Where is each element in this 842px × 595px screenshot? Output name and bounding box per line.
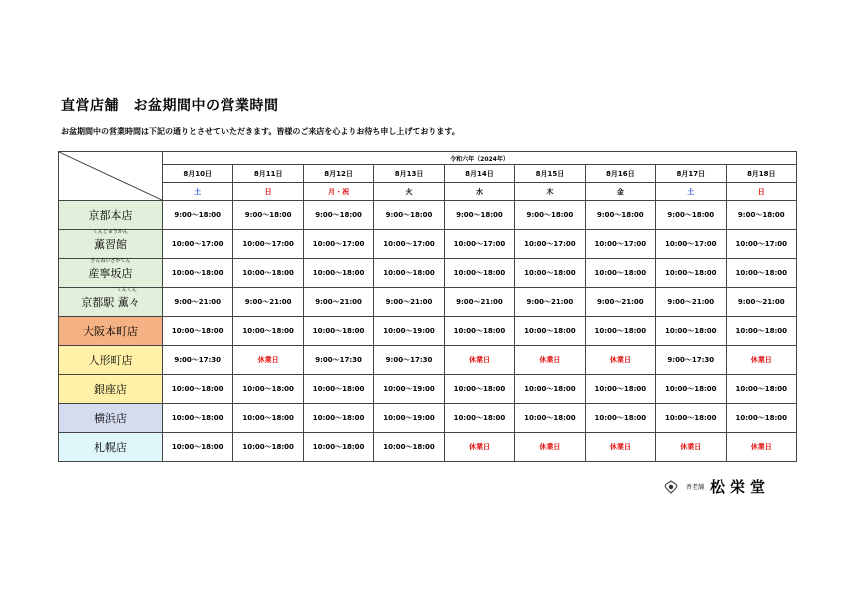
store-name-ruby: くんくん xyxy=(116,287,137,293)
closed-cell: 休業日 xyxy=(726,433,797,462)
hours-cell: 9:00～18:00 xyxy=(585,201,655,230)
crest-icon xyxy=(664,479,678,493)
hours-cell: 10:00～18:00 xyxy=(656,259,726,288)
page-title: 直営店舗 お盆期間中の営業時間 xyxy=(61,98,279,114)
hours-cell: 10:00～18:00 xyxy=(585,259,655,288)
hours-cell: 10:00～18:00 xyxy=(726,317,797,346)
store-name-cell xyxy=(59,346,163,375)
weekday-header: 土 xyxy=(163,183,233,201)
store-name-cell xyxy=(59,317,163,346)
hours-cell: 9:00～17:30 xyxy=(656,346,726,375)
date-header: 8月12日 xyxy=(303,165,373,183)
hours-cell: 10:00～18:00 xyxy=(656,404,726,433)
store-name-cell xyxy=(59,288,163,317)
hours-cell: 10:00～18:00 xyxy=(233,317,303,346)
hours-cell: 9:00～21:00 xyxy=(656,288,726,317)
closed-cell: 休業日 xyxy=(515,346,585,375)
weekday-header: 水 xyxy=(444,183,514,201)
store-name-cell xyxy=(59,433,163,462)
date-header: 8月16日 xyxy=(585,165,655,183)
business-hours-table xyxy=(58,151,797,462)
hours-cell: 9:00～21:00 xyxy=(374,288,444,317)
hours-cell: 10:00～18:00 xyxy=(444,375,514,404)
store-row xyxy=(59,433,797,462)
hours-cell: 10:00～19:00 xyxy=(374,404,444,433)
store-name: 京都本店 xyxy=(88,209,133,222)
closed-cell: 休業日 xyxy=(656,433,726,462)
date-header: 8月17日 xyxy=(656,165,726,183)
hours-cell: 9:00～21:00 xyxy=(726,288,797,317)
weekday-header: 金 xyxy=(585,183,655,201)
hours-cell: 10:00～18:00 xyxy=(163,375,233,404)
store-name-cell xyxy=(59,259,163,288)
hours-cell: 10:00～18:00 xyxy=(515,375,585,404)
hours-cell: 10:00～18:00 xyxy=(303,375,373,404)
date-header: 8月10日 xyxy=(163,165,233,183)
closed-cell: 休業日 xyxy=(444,433,514,462)
hours-cell: 9:00～18:00 xyxy=(233,201,303,230)
hours-cell: 10:00～18:00 xyxy=(303,259,373,288)
hours-cell: 10:00～18:00 xyxy=(515,317,585,346)
logo-subtitle: 香老舗 xyxy=(686,483,705,491)
hours-cell: 10:00～18:00 xyxy=(163,404,233,433)
hours-cell: 10:00～18:00 xyxy=(303,433,373,462)
store-name: 産寧坂店 xyxy=(88,267,133,280)
hours-cell: 10:00～18:00 xyxy=(374,433,444,462)
hours-cell: 9:00～18:00 xyxy=(726,201,797,230)
hours-cell: 10:00～17:00 xyxy=(726,230,797,259)
closed-cell: 休業日 xyxy=(233,346,303,375)
hours-cell: 10:00～18:00 xyxy=(585,404,655,433)
store-row xyxy=(59,288,797,317)
closed-cell: 休業日 xyxy=(585,346,655,375)
hours-cell: 10:00～17:00 xyxy=(585,230,655,259)
hours-cell: 10:00～18:00 xyxy=(656,317,726,346)
date-header: 8月11日 xyxy=(233,165,303,183)
corner-cell xyxy=(59,152,163,201)
store-row xyxy=(59,201,797,230)
hours-cell: 9:00～21:00 xyxy=(163,288,233,317)
store-name: 京都駅 薫々 xyxy=(81,296,140,309)
weekday-header: 日 xyxy=(726,183,797,201)
date-header: 8月13日 xyxy=(374,165,444,183)
hours-cell: 10:00～18:00 xyxy=(444,259,514,288)
hours-cell: 10:00～18:00 xyxy=(515,404,585,433)
hours-cell: 10:00～18:00 xyxy=(163,317,233,346)
hours-cell: 10:00～18:00 xyxy=(303,317,373,346)
hours-cell: 10:00～17:00 xyxy=(444,230,514,259)
hours-cell: 10:00～19:00 xyxy=(374,317,444,346)
weekday-header: 日 xyxy=(233,183,303,201)
hours-cell: 10:00～18:00 xyxy=(585,375,655,404)
hours-cell: 10:00～17:00 xyxy=(163,230,233,259)
weekday-header: 木 xyxy=(515,183,585,201)
store-row xyxy=(59,346,797,375)
hours-cell: 10:00～18:00 xyxy=(515,259,585,288)
weekday-header: 土 xyxy=(656,183,726,201)
store-row xyxy=(59,259,797,288)
hours-cell: 9:00～17:30 xyxy=(303,346,373,375)
hours-cell: 9:00～18:00 xyxy=(374,201,444,230)
hours-cell: 9:00～17:30 xyxy=(163,346,233,375)
date-header: 8月14日 xyxy=(444,165,514,183)
store-name-ruby: くんじゅうかん xyxy=(92,229,129,235)
hours-cell: 10:00～19:00 xyxy=(374,375,444,404)
hours-cell: 9:00～21:00 xyxy=(515,288,585,317)
hours-cell: 9:00～18:00 xyxy=(656,201,726,230)
weekday-header: 火 xyxy=(374,183,444,201)
store-row xyxy=(59,404,797,433)
hours-cell: 9:00～21:00 xyxy=(444,288,514,317)
store-row xyxy=(59,317,797,346)
hours-cell: 10:00～17:00 xyxy=(515,230,585,259)
hours-cell: 10:00～18:00 xyxy=(726,259,797,288)
date-header: 8月15日 xyxy=(515,165,585,183)
store-name: 薫習館 xyxy=(94,238,127,251)
hours-cell: 9:00～17:30 xyxy=(374,346,444,375)
hours-cell: 10:00～17:00 xyxy=(374,230,444,259)
hours-cell: 10:00～18:00 xyxy=(444,404,514,433)
store-name-cell xyxy=(59,404,163,433)
hours-cell: 9:00～18:00 xyxy=(444,201,514,230)
diagonal-divider xyxy=(59,152,162,200)
brand-logo xyxy=(664,477,770,495)
hours-cell: 10:00～17:00 xyxy=(233,230,303,259)
store-row xyxy=(59,230,797,259)
store-name: 銀座店 xyxy=(94,383,127,396)
store-name-ruby: さんねいざかてん xyxy=(90,258,131,264)
hours-cell: 10:00～18:00 xyxy=(303,404,373,433)
closed-cell: 休業日 xyxy=(515,433,585,462)
hours-cell: 10:00～18:00 xyxy=(233,433,303,462)
hours-cell: 10:00～18:00 xyxy=(233,259,303,288)
hours-cell: 9:00～21:00 xyxy=(303,288,373,317)
hours-cell: 10:00～18:00 xyxy=(656,375,726,404)
hours-cell: 10:00～18:00 xyxy=(726,404,797,433)
closed-cell: 休業日 xyxy=(444,346,514,375)
weekday-header: 月・祝 xyxy=(303,183,373,201)
logo-name: 松栄堂 xyxy=(710,477,771,496)
hours-cell: 10:00～18:00 xyxy=(726,375,797,404)
hours-cell: 10:00～18:00 xyxy=(233,404,303,433)
hours-cell: 10:00～18:00 xyxy=(163,259,233,288)
hours-cell: 10:00～17:00 xyxy=(656,230,726,259)
hours-cell: 9:00～18:00 xyxy=(303,201,373,230)
era-header: 令和六年（2024年） xyxy=(163,152,797,165)
date-header: 8月18日 xyxy=(726,165,797,183)
closed-cell: 休業日 xyxy=(726,346,797,375)
hours-cell: 10:00～17:00 xyxy=(303,230,373,259)
hours-cell: 9:00～18:00 xyxy=(163,201,233,230)
notice-text: お盆期間中の営業時間は下記の通りとさせていただきます。皆様のご来店を心よりお待ち申し上げております。 xyxy=(61,127,460,136)
store-name: 大阪本町店 xyxy=(83,325,138,338)
hours-cell: 9:00～18:00 xyxy=(515,201,585,230)
hours-cell: 10:00～18:00 xyxy=(444,317,514,346)
hours-cell: 10:00～18:00 xyxy=(233,375,303,404)
store-name-cell xyxy=(59,230,163,259)
hours-cell: 9:00～21:00 xyxy=(233,288,303,317)
store-name-cell xyxy=(59,201,163,230)
store-name-cell xyxy=(59,375,163,404)
store-name: 横浜店 xyxy=(94,412,127,425)
hours-cell: 10:00～18:00 xyxy=(374,259,444,288)
hours-cell: 10:00～18:00 xyxy=(163,433,233,462)
closed-cell: 休業日 xyxy=(585,433,655,462)
store-name: 札幌店 xyxy=(94,441,127,454)
store-row xyxy=(59,375,797,404)
hours-cell: 10:00～18:00 xyxy=(585,317,655,346)
hours-cell: 9:00～21:00 xyxy=(585,288,655,317)
store-name: 人形町店 xyxy=(88,354,133,367)
